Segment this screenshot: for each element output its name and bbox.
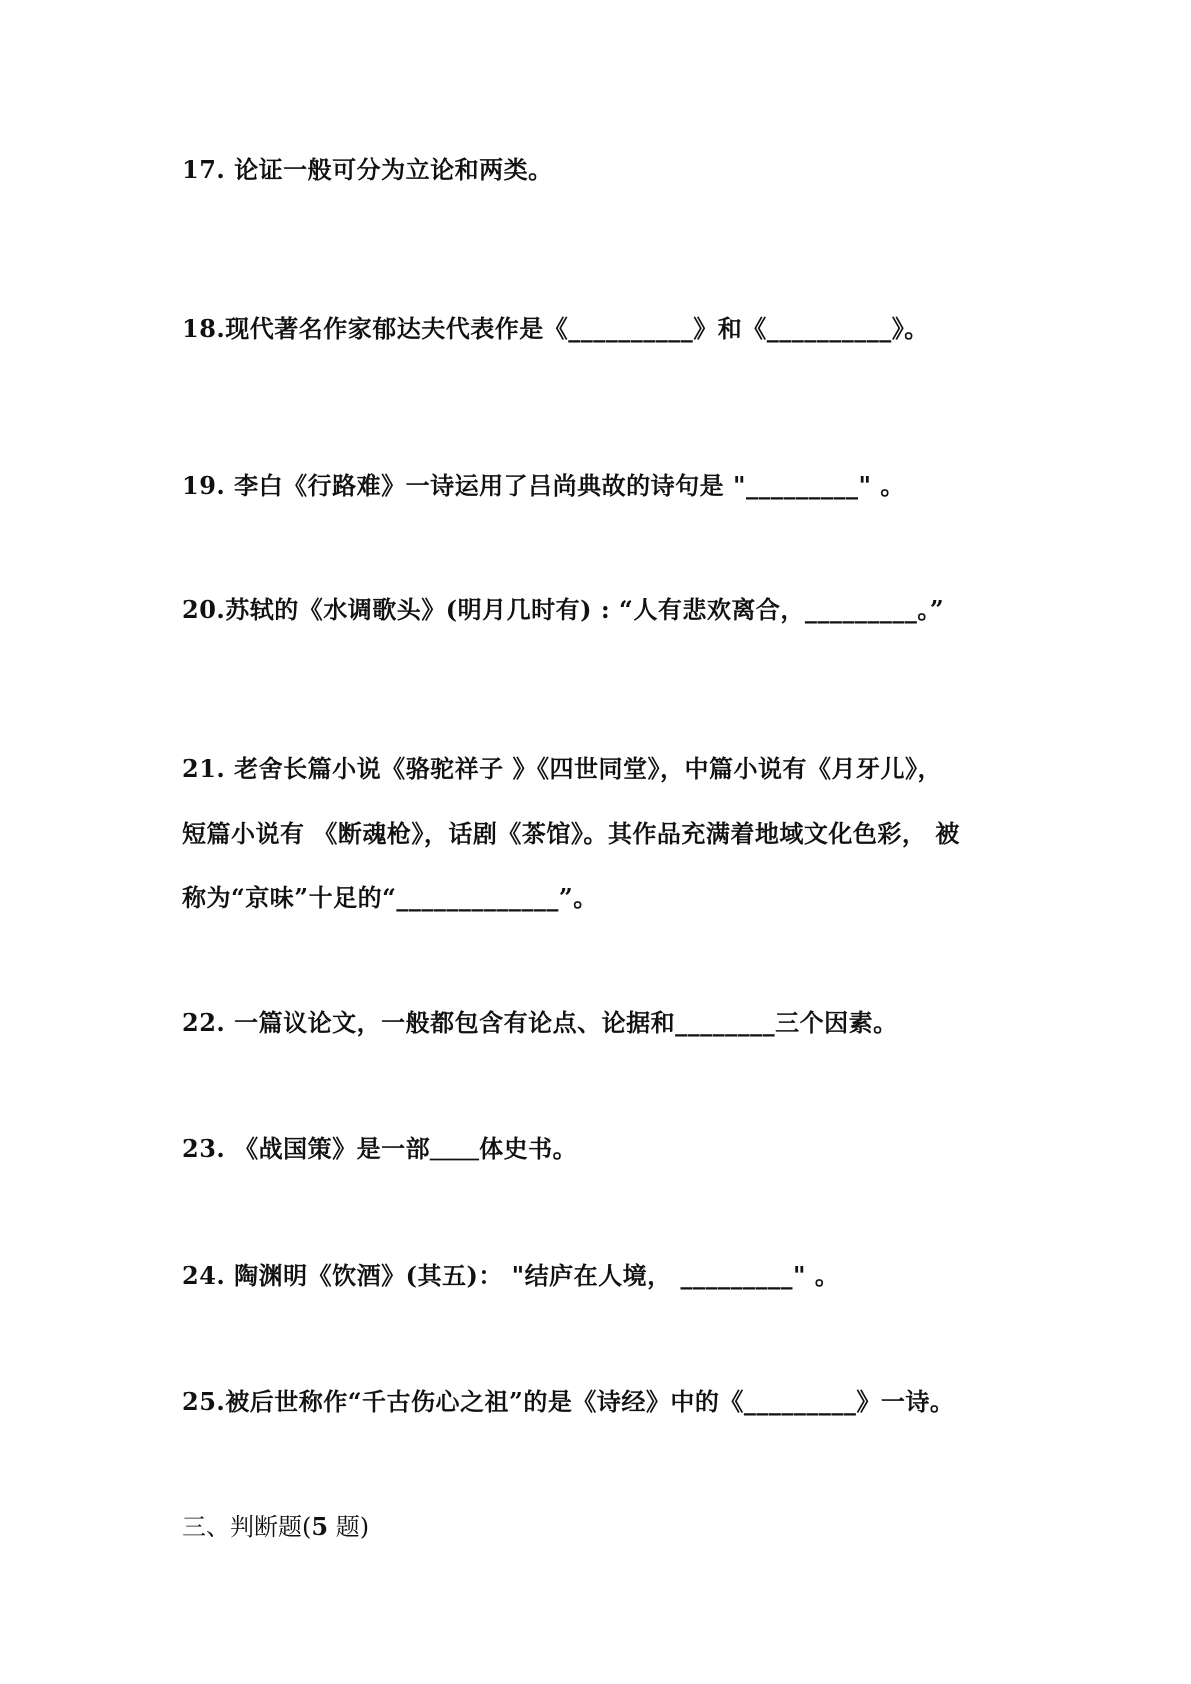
question-21-line-3: 称为“京味”十足的“_____________”。 bbox=[182, 883, 598, 912]
section-heading-suffix: 题) bbox=[328, 1513, 370, 1541]
question-21-line-2: 短篇小说有 《断魂枪》，话剧《茶馆》。其作品充满着地域文化色彩， 被 bbox=[182, 819, 960, 848]
question-23: 23. 《战国策》是一部＿＿体史书。 bbox=[182, 1134, 578, 1163]
section-heading-count: 5 bbox=[311, 1512, 329, 1541]
question-18: 18.现代著名作家郁达夫代表作是《__________》和《__________》。 bbox=[182, 314, 929, 343]
question-24: 24. 陶渊明《饮酒》(其五)： "结庐在人境， _________" 。 bbox=[182, 1261, 840, 1290]
question-25: 25.被后世称作“千古伤心之祖”的是《诗经》中的《_________》一诗。 bbox=[182, 1387, 955, 1416]
question-17: 17. 论证一般可分为立论和两类。 bbox=[182, 155, 553, 184]
section-heading-prefix: 三、判断题( bbox=[182, 1513, 312, 1541]
question-22: 22. 一篇议论文，一般都包含有论点、论据和________三个因素。 bbox=[182, 1008, 898, 1037]
question-19: 19. 李白《行路难》一诗运用了吕尚典故的诗句是 "_________" 。 bbox=[182, 471, 905, 500]
question-20: 20.苏轼的《水调歌头》(明月几时有) : “人有悲欢离合，_________。” bbox=[182, 595, 945, 624]
question-21-line-1: 21. 老舍长篇小说《骆驼祥子 》《四世同堂》，中篇小说有《月牙儿》， bbox=[182, 754, 942, 783]
section-heading-true-false bbox=[182, 1512, 369, 1542]
